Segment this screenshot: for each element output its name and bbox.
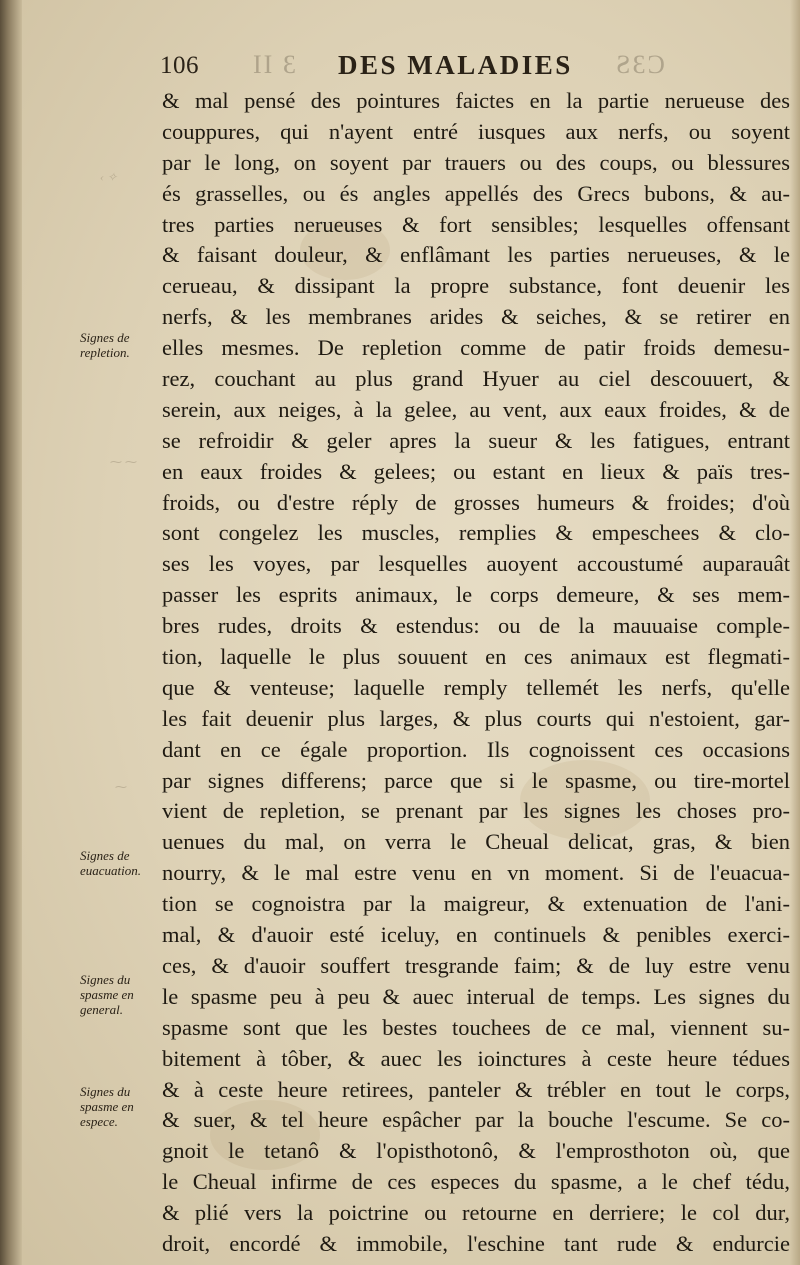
- text-line: & suer, & tel heure espâcher par la bouche l'escume. Se co-: [162, 1107, 790, 1133]
- text-line: froids, ou d'estre réply de grosses humeurs & froides; d'où: [162, 489, 790, 515]
- text-line: tres parties nerueuses & fort sensibles; lesquelles offensant: [162, 211, 790, 237]
- text-line: passer les esprits animaux, le corps demeure, & ses mem-: [162, 582, 790, 608]
- text-line: vient de repletion, se prenant par les signes les choses pro-: [162, 798, 790, 824]
- text-line: spasme sont que les bestes touchees de ce mal, viennent su-: [162, 1014, 790, 1040]
- text-line: par signes differens; parce que si le spasme, ou tire-mortel: [162, 767, 790, 793]
- text-line: uenues du mal, on verra le Cheual delicat, gras, & bien: [162, 829, 790, 855]
- show-through-mark: ⁓: [115, 780, 127, 794]
- text-line: couppures, qui n'ayent entré iusques aux nerfs, ou soyent: [162, 118, 790, 144]
- text-line: & plié vers la poictrine ou retourne en derriere; le col dur,: [162, 1200, 790, 1226]
- text-line: elles mesmes. De repletion comme de patir froids demesu-: [162, 335, 790, 361]
- text-line: serein, aux neiges, à la gelee, au vent, aux eaux froides, & de: [162, 396, 790, 422]
- text-line: ces, & d'auoir souffert tresgrande faim; & de luy estre venu: [162, 952, 790, 978]
- text-line: & faisant douleur, & enflâmant les parties nerueuses, & le: [162, 242, 790, 268]
- text-line: & mal pensé des pointures faictes en la partie nerueuse des: [162, 88, 790, 113]
- text-line: tion, laquelle le plus souuent en ces animaux est flegmati-: [162, 644, 790, 670]
- text-line: dant en ce égale proportion. Ils cognoissent ces occasions: [162, 736, 790, 762]
- bleed-through-mark: ƧƐƆ: [616, 50, 667, 79]
- text-line: rez, couchant au plus grand Hyuer au ciel descouuert, &: [162, 366, 790, 392]
- margin-note-espece: Signes du spasme en espece.: [80, 1084, 134, 1129]
- text-line: les fait deuenir plus larges, & plus courts qui n'estoient, gar-: [162, 705, 790, 731]
- text-line: nourry, & le mal estre venu en vn moment. Si de l'euacua-: [162, 860, 790, 886]
- bleed-through-mark: II Ɛ: [253, 50, 298, 79]
- text-line: sont congelez les muscles, remplies & empeschees & clo-: [162, 520, 790, 546]
- margin-note-general: Signes du spasme en general.: [80, 972, 134, 1017]
- page-header: [158, 46, 778, 86]
- show-through-mark: ⁓ ⁓: [110, 455, 137, 469]
- text-line: par le long, on soyent par trauers ou des coups, ou blessures: [162, 149, 790, 175]
- page-number: 106: [160, 52, 199, 79]
- text-line: le spasme peu à peu & auec interual de temps. Les signes du: [162, 983, 790, 1009]
- running-title: DES MALADIES: [338, 50, 573, 80]
- text-line: bres rudes, droits & estendus: ou de la mauuaise comple-: [162, 613, 790, 639]
- text-line: mal, & d'auoir esté iceluy, en continuels & penibles exerci-: [162, 922, 790, 948]
- text-line: droit, encordé & immobile, l'eschine tant rude & endurcie: [162, 1230, 790, 1256]
- text-line: cerueau, & dissipant la propre substance, font deuenir les: [162, 273, 790, 299]
- margin-note-euacuation: Signes de euacuation.: [80, 848, 142, 878]
- text-line: en eaux froides & gelees; ou estant en lieux & païs tres-: [162, 458, 790, 484]
- text-line: ses les voyes, par lesquelles auoyent accoustumé auparauât: [162, 551, 790, 577]
- show-through-mark: ‹ ✧: [100, 170, 118, 184]
- margin-note-repletion: Signes de repletion.: [80, 330, 130, 360]
- page-edge: [790, 0, 800, 1265]
- text-line: és grasselles, ou és angles appellés des Grecs bubons, & au-: [162, 180, 790, 206]
- text-line: tion se cognoistra par la maigreur, & extenuation de l'ani-: [162, 891, 790, 917]
- text-line: bitement à tôber, & auec les ioinctures à ceste heure tédues: [162, 1045, 790, 1071]
- text-line: que & venteuse; laquelle remply tellemét les nerfs, qu'elle: [162, 674, 790, 700]
- page-gutter-shadow: [0, 0, 22, 1265]
- text-line: le Cheual infirme de ces especes du spasme, a le chef tédu,: [162, 1169, 790, 1195]
- text-line: & à ceste heure retirees, panteler & trébler en tout le corps,: [162, 1076, 790, 1102]
- text-line: se refroidir & geler apres la sueur & les fatigues, entrant: [162, 427, 790, 453]
- text-line: nerfs, & les membranes arides & seiches, & se retirer en: [162, 304, 790, 330]
- text-line: gnoit le tetanô & l'opisthotonô, & l'emprosthoton où, que: [162, 1138, 790, 1164]
- main-text-block: [162, 86, 790, 1260]
